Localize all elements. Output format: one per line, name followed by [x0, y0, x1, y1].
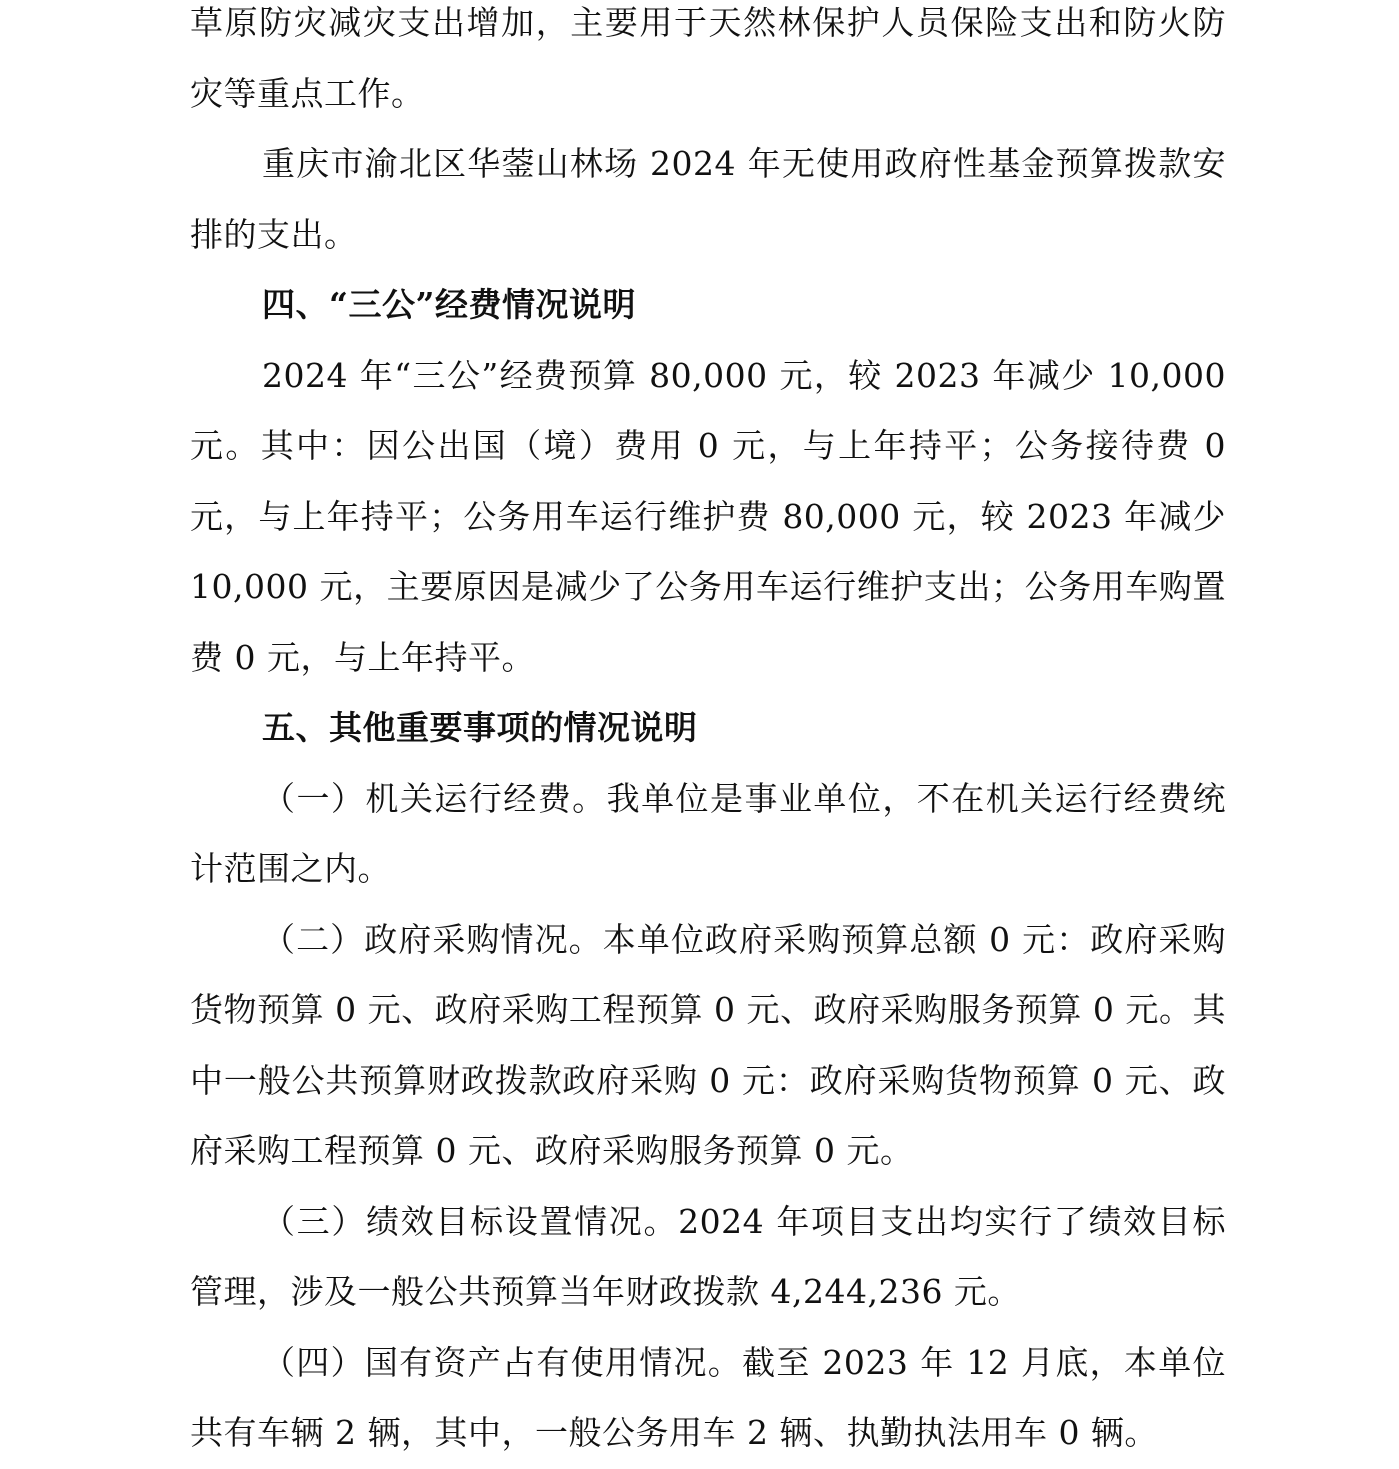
paragraph-government-fund-budget: 重庆市渝北区华蓥山林场 2024 年无使用政府性基金预算拨款安排的支出。	[190, 144, 1226, 254]
paragraph-government-procurement: （二）政府采购情况。本单位政府采购预算总额 0 元：政府采购货物预算 0 元、政府采购工程预算 0 元、政府采购服务预算 0 元。其中一般公共预算财政拨款政府采购 0 元：政府采购货物预算 0 元、政府采购工程预算 0 元、政府采购服务预算 0 元。	[190, 919, 1226, 1170]
paragraph-agency-operating-expenses: （一）机关运行经费。我单位是事业单位，不在机关运行经费统计范围之内。	[190, 778, 1226, 888]
paragraph-performance-targets: （三）绩效目标设置情况。2024 年项目支出均实行了绩效目标管理，涉及一般公共预算当年财政拨款 4,244,236 元。	[190, 1201, 1226, 1311]
section-heading-other-important-matters: 五、其他重要事项的情况说明	[262, 708, 698, 747]
document-page	[190, 0, 1226, 1469]
section-heading-three-public-expenses: 四、“三公”经费情况说明	[262, 285, 636, 324]
paragraph-three-public-expenses: 2024 年“三公”经费预算 80,000 元，较 2023 年减少 10,000 元。其中：因公出国（境）费用 0 元，与上年持平；公务接待费 0 元，与上年持平；公务用车运行维护费 80,000 元，较 2023 年减少 10,000 元，主要原因是减少了公务用车运行维护支出；公务用车购置费 0 元，与上年持平。	[190, 355, 1226, 677]
paragraph-forest-protection-expenditure: 草原防灾减灾支出增加，主要用于天然林保护人员保险支出和防火防灾等重点工作。	[190, 3, 1226, 113]
paragraph-state-assets: （四）国有资产占有使用情况。截至 2023 年 12 月底，本单位共有车辆 2 辆，其中，一般公务用车 2 辆、执勤执法用车 0 辆。	[190, 1342, 1226, 1452]
